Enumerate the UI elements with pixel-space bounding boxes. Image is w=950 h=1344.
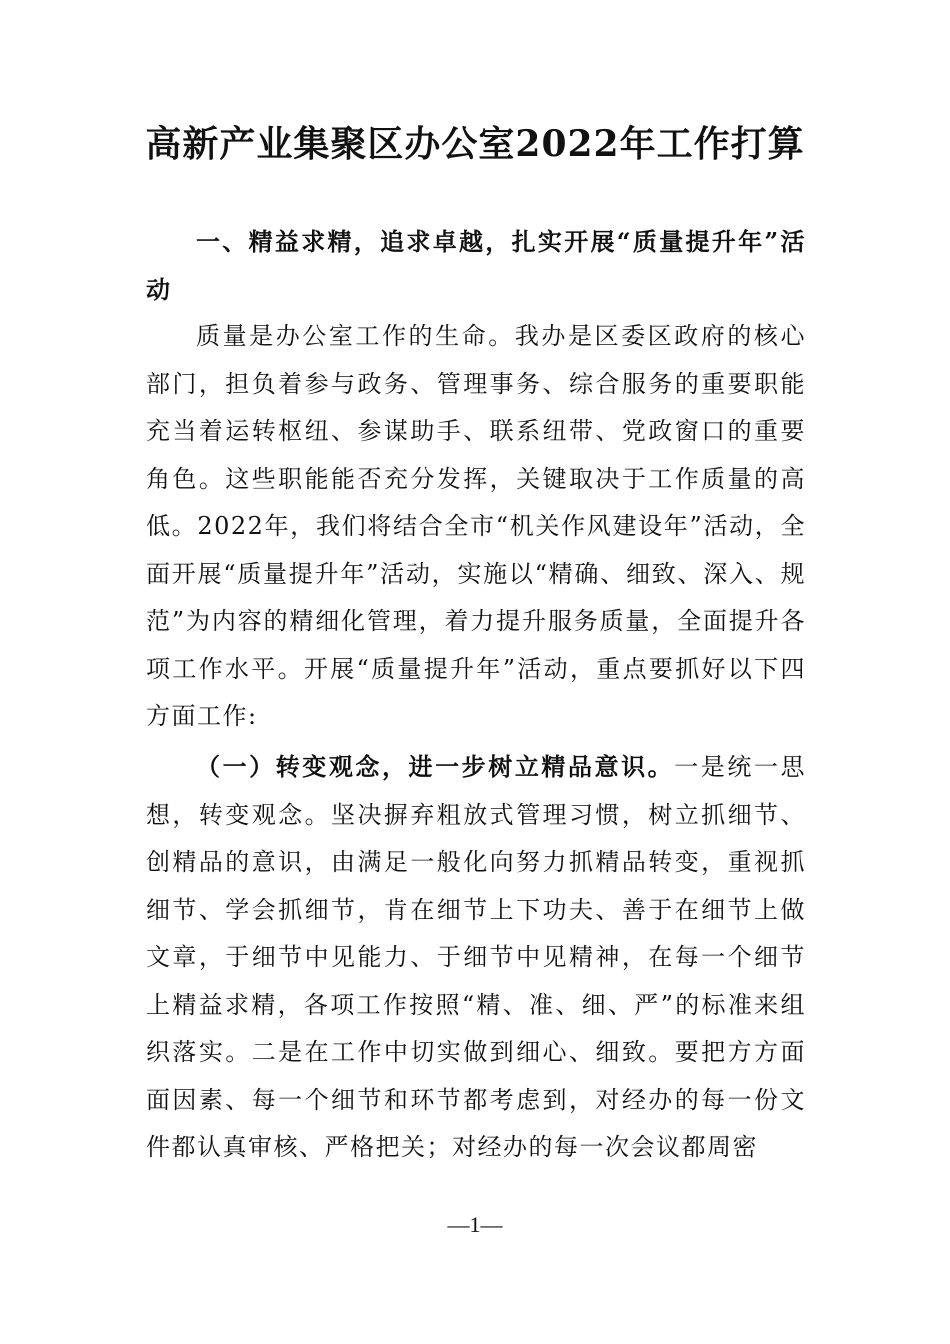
section-heading: 一、精益求精，追求卓越，扎实开展“质量提升年”活动 [146,227,806,304]
subsection-text: 一是统一思想，转变观念。坚决摒弃粗放式管理习惯，树立抓细节、创精品的意识，由满足一般化向努力抓精品转变，重视抓细节、学会抓细节，肯在细节上下功夫、善于在细节上做文章，于细节中见能力、于细节中见精神，在每一个细节上精益求精，各项工作按照“精、准、细、严”的标准来组织落实。二是在工作中切实做到细心、细致。要把方方面面因素、每一个细节和环节都考虑到，对经办的每一份文件都认真审核、严格把关；对经办的每一次会议都周密 [146,753,807,1161]
subsection-heading: （一）转变观念，进一步树立精品意识。 [196,752,675,781]
document-title: 高新产业集聚区办公室2022年工作打算 [145,123,805,165]
subsection-paragraph [146,743,806,1172]
body-paragraph: 质量是办公室工作的生命。我办是区委区政府的核心部门，担负着参与政务、管理事务、综合服务的重要职能充当着运转枢纽、参谋助手、联系纽带、党政窗口的重要角色。这些职能能否充分发挥，关键取决于工作质量的高低。2022年，我们将结合全市“机关作风建设年”活动，全面开展“质量提升年”活动，实施以“精确、细致、深入、规范”为内容的精细化管理，着力提升服务质量，全面提升各项工作水平。开展“质量提升年”活动，重点要抓好以下四方面工作: [146,322,806,730]
page-number: —1— [447,1212,503,1237]
